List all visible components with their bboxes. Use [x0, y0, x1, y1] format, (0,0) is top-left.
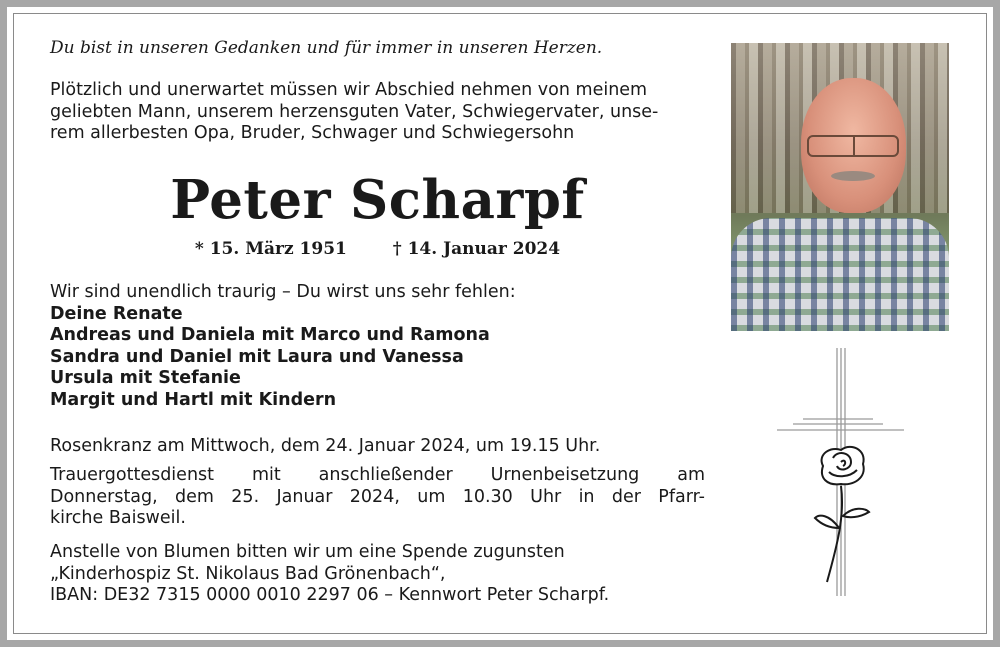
intro-text [50, 80, 705, 145]
mourner-name: Sandra und Daniel mit Laura und Vanessa [50, 346, 464, 367]
cross-icon [773, 346, 908, 598]
intro-line: rem allerbesten Opa, Bruder, Schwager und Schwiegersohn [50, 123, 575, 143]
birth-date: * 15. März 1951 [194, 239, 347, 259]
service-line: Trauergottesdienst mit anschließender Urnenbeisetzung am [50, 465, 705, 485]
service-line: kirche Baisweil. [50, 508, 186, 528]
moustache [831, 171, 875, 181]
intro-line: geliebten Mann, unserem herzensguten Vater, Schwiegervater, unse- [50, 101, 659, 122]
mourners-list [50, 282, 705, 411]
donation-notice [50, 542, 705, 607]
deceased-name: Peter Scharpf [170, 169, 585, 231]
mourner-name: Andreas und Daniela mit Marco und Ramona [50, 325, 490, 345]
checked-shirt [731, 218, 949, 331]
glasses [807, 135, 899, 157]
death-date: † 14. Januar 2024 [392, 239, 561, 259]
donation-line: „Kinderhospiz St. Nikolaus Bad Grönenbach“, [50, 563, 446, 584]
donation-line: IBAN: DE32 7315 0000 0010 2297 06 – Kennwort Peter Scharpf. [50, 585, 610, 605]
rose-icon [815, 447, 869, 582]
motto: Du bist in unseren Gedanken und für immer in unseren Herzen. [50, 38, 603, 58]
mourner-name: Ursula mit Stefanie [50, 368, 241, 388]
rosary-notice: Rosenkranz am Mittwoch, dem 24. Januar 2024, um 19.15 Uhr. [50, 436, 601, 456]
life-dates [50, 238, 705, 260]
intro-line: Plötzlich und unerwartet müssen wir Abschied nehmen von meinem [50, 80, 648, 100]
service-line: Donnerstag, dem 25. Januar 2024, um 10.30 Uhr in der Pfarr- [50, 486, 705, 507]
donation-line: Anstelle von Blumen bitten wir um eine Spende zugunsten [50, 542, 565, 562]
mourner-name: Margit und Hartl mit Kindern [50, 389, 337, 410]
funeral-service-notice [50, 465, 705, 530]
mourning-line: Wir sind unendlich traurig – Du wirst uns sehr fehlen: [50, 282, 516, 302]
portrait-photo [731, 43, 949, 331]
mourner-name: Deine Renate [50, 303, 183, 324]
